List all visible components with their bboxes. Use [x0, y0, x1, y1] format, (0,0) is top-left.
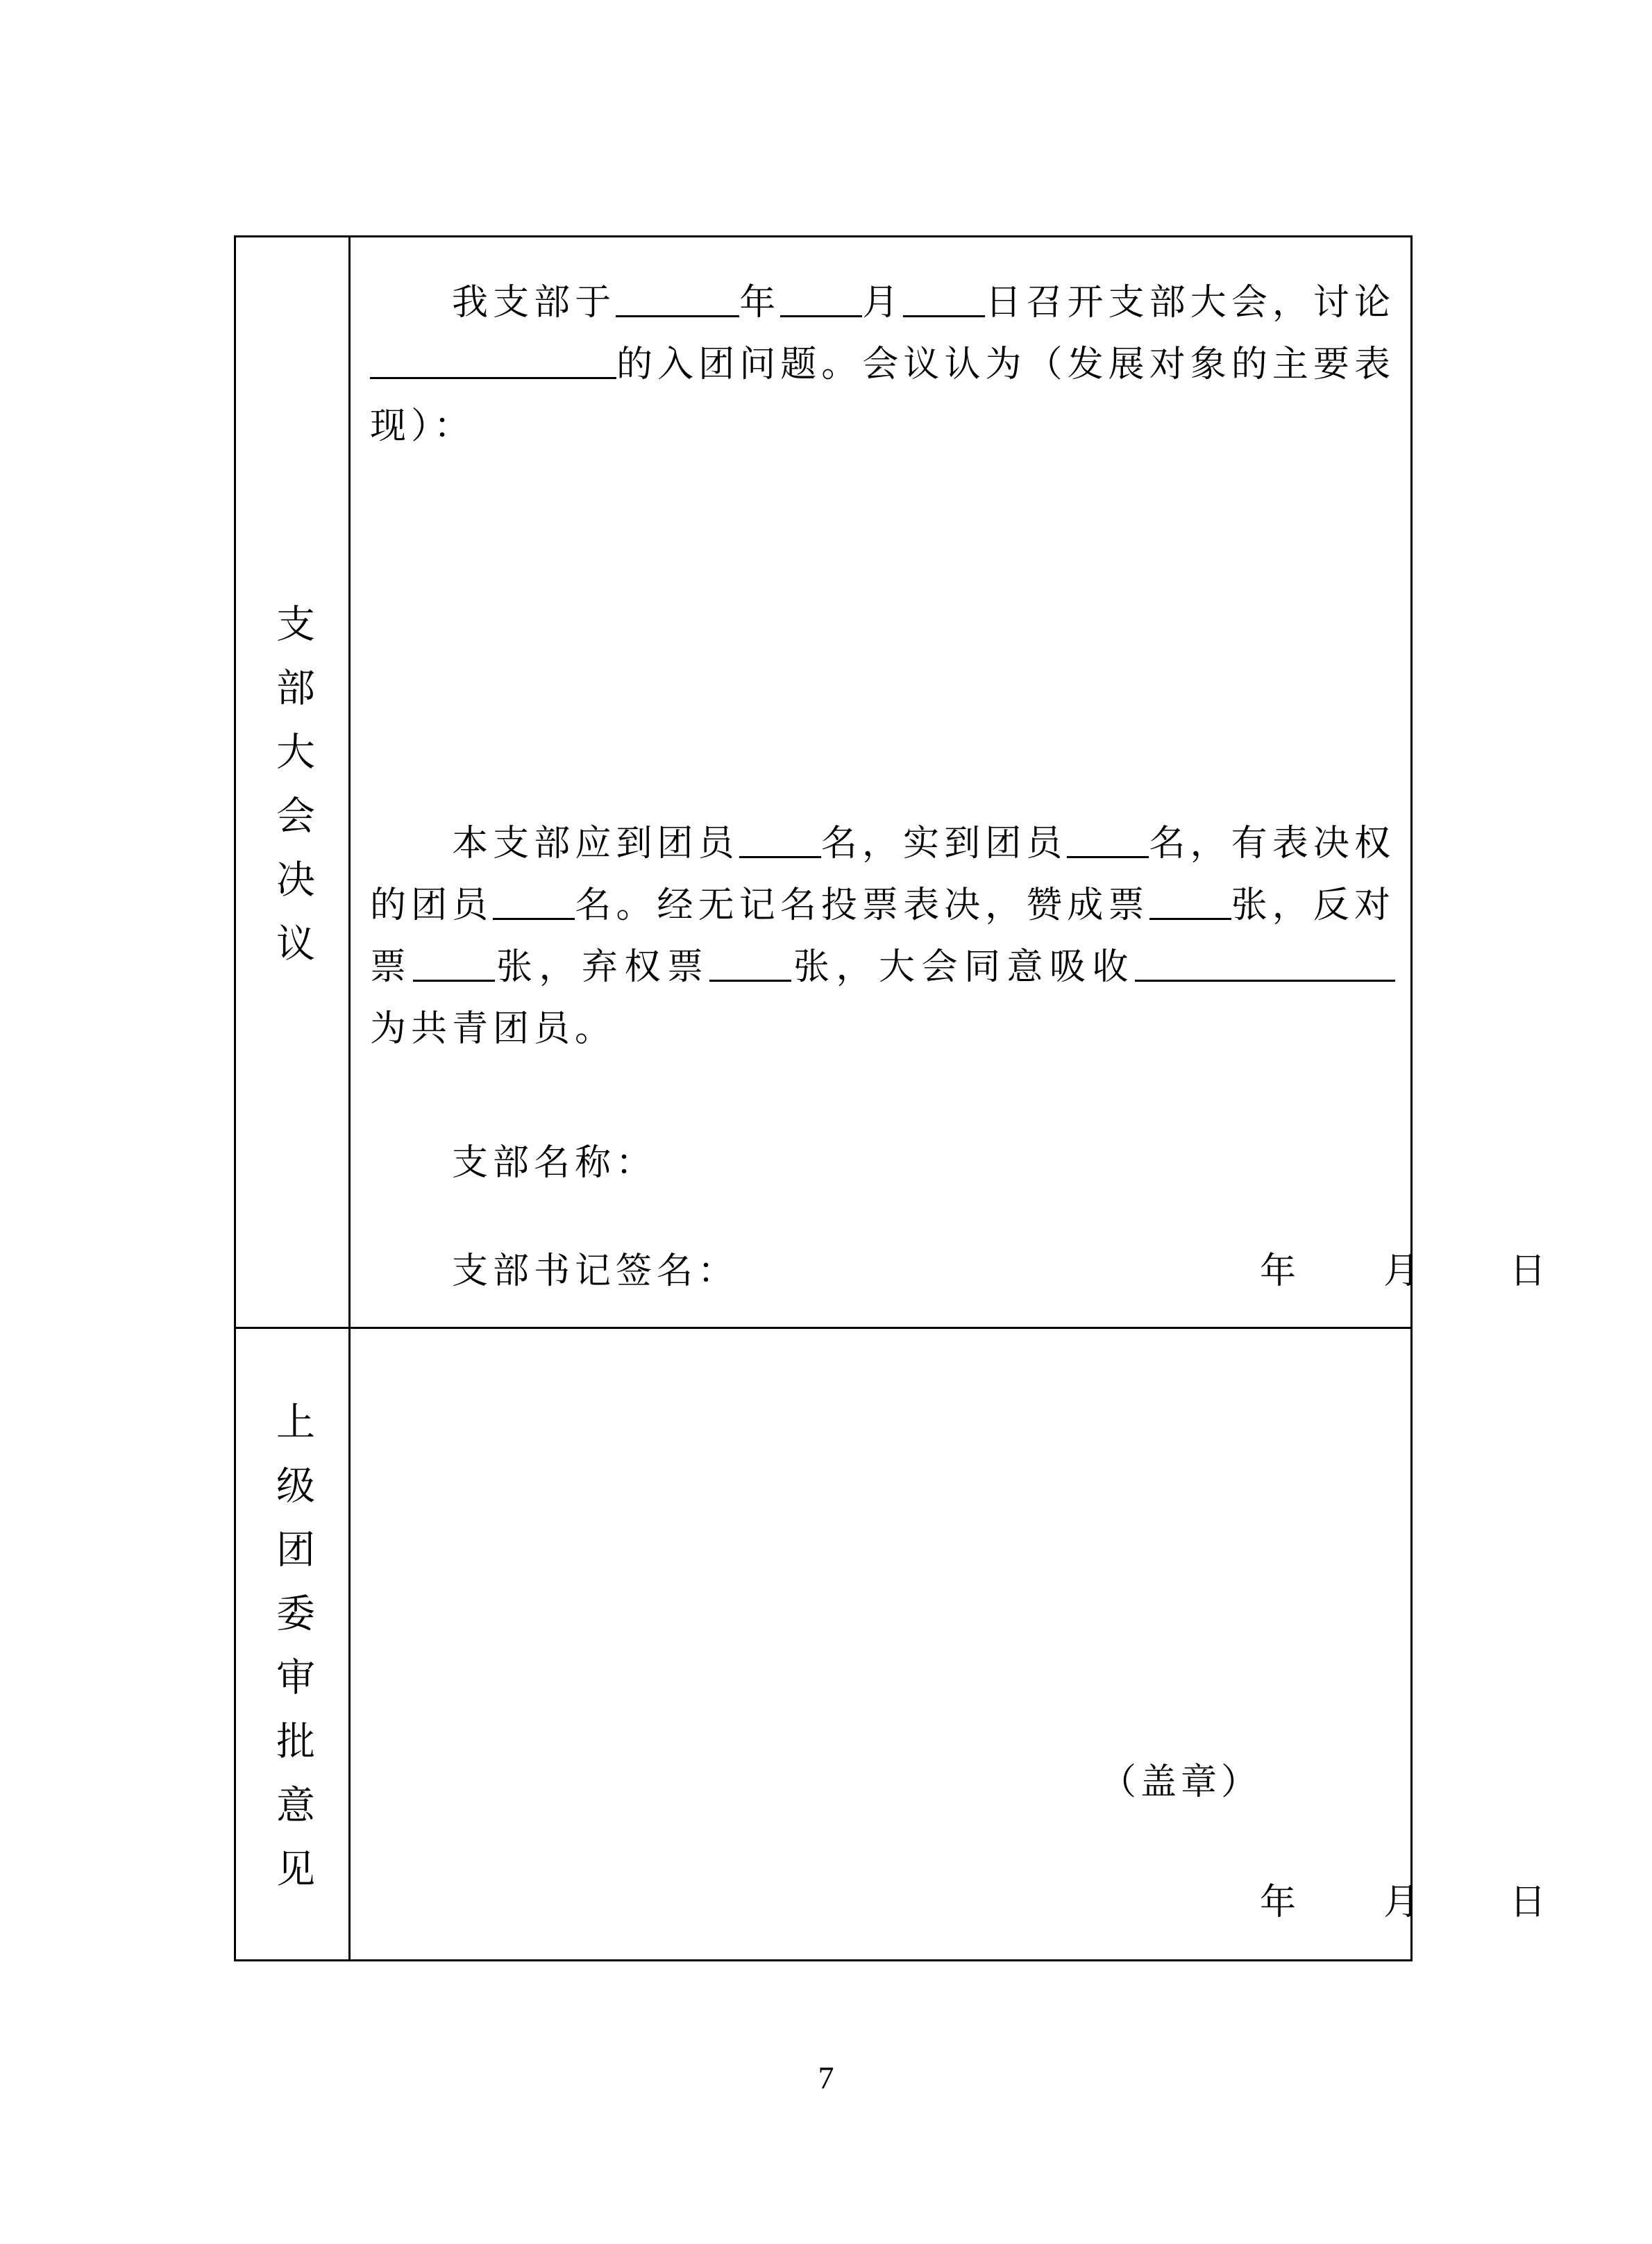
- seal-note: （盖章）: [1100, 1761, 1262, 1803]
- vote-text-2: 名，实到团员: [820, 823, 1068, 864]
- candidate-name-blank[interactable]: [370, 342, 616, 379]
- meeting-date-month: 月: [1383, 1250, 1420, 1292]
- vote-text-6: 张，弃权票: [494, 946, 710, 988]
- yes-votes-blank[interactable]: [1149, 883, 1231, 920]
- meeting-year-blank[interactable]: [616, 280, 739, 317]
- no-votes-blank[interactable]: [413, 945, 495, 982]
- approval-form-table: [234, 235, 1546, 1961]
- vote-text-7: 张，大会同意吸收: [791, 946, 1135, 988]
- meeting-text-4: 日召开支部大会，讨论: [985, 282, 1395, 324]
- meeting-day-blank[interactable]: [903, 280, 985, 317]
- secretary-signature-label: 支部书记签名：: [452, 1250, 739, 1292]
- approval-date-year: 年: [1260, 1882, 1297, 1923]
- vote-text-8: 为共青团员。: [370, 1008, 616, 1050]
- committee-approval-label: 上级团委审批意见: [270, 1401, 315, 1912]
- voting-members-blank[interactable]: [493, 883, 575, 920]
- vote-text-1: 本支部应到团员: [452, 823, 739, 864]
- approval-date-month: 月: [1383, 1882, 1420, 1923]
- branch-meeting-content: [351, 237, 1546, 1327]
- committee-approval-label-cell: [236, 1329, 351, 1959]
- meeting-text-3: 月: [862, 282, 904, 324]
- expected-members-blank[interactable]: [739, 821, 821, 858]
- branch-name-label: 支部名称：: [452, 1142, 657, 1184]
- vote-text-4: 名。经无记名投票表决，赞成票: [575, 885, 1149, 926]
- committee-approval-row: [236, 1329, 1546, 1959]
- vote-text-3: 名，有表决权的团员: [370, 823, 1395, 926]
- approval-date-day: 日: [1510, 1882, 1546, 1923]
- committee-approval-content[interactable]: [351, 1329, 1546, 1959]
- vote-text-5: 张，反对票: [370, 885, 1395, 988]
- meeting-text-1: 我支部于: [452, 282, 616, 324]
- page-number: 7: [818, 2060, 834, 2095]
- branch-meeting-label: 支部大会决议: [270, 603, 315, 987]
- meeting-paragraph: [370, 272, 1395, 458]
- branch-meeting-label-cell: [236, 237, 351, 1327]
- meeting-month-blank[interactable]: [780, 280, 862, 317]
- abstain-votes-blank[interactable]: [709, 945, 791, 982]
- present-members-blank[interactable]: [1067, 821, 1149, 858]
- branch-meeting-row: [236, 237, 1546, 1329]
- meeting-date-day: 日: [1510, 1250, 1546, 1292]
- admitted-name-blank[interactable]: [1135, 945, 1395, 982]
- meeting-date-year: 年: [1260, 1250, 1297, 1292]
- meeting-text-2: 年: [739, 282, 781, 324]
- vote-paragraph: [370, 813, 1395, 1060]
- meeting-text-5: 的入团问题。会议认为（发展对象的主要表现）：: [370, 344, 1395, 447]
